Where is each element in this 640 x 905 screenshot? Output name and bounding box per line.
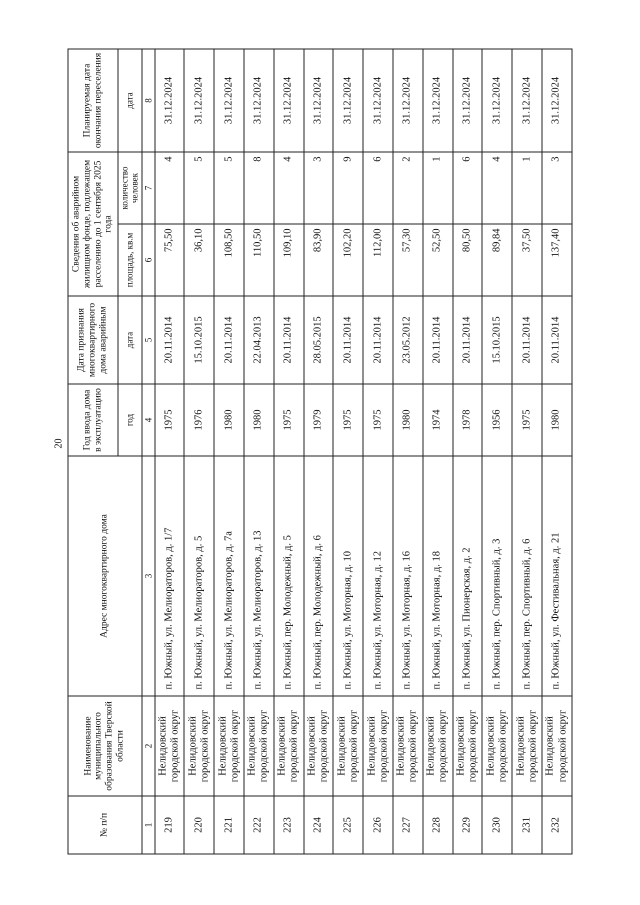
col-index: 3 [142, 456, 155, 696]
row-address: п. Южный, ул. Моторная, д. 12 [363, 456, 393, 696]
row-year: 1975 [155, 384, 185, 456]
row-area: 52,50 [423, 224, 453, 296]
header-num: № п/п [68, 796, 142, 854]
row-plan-date: 31.12.2024 [363, 49, 393, 152]
row-number: 220 [184, 796, 214, 854]
row-number: 231 [512, 796, 542, 854]
row-date: 20.11.2014 [214, 296, 244, 384]
table-row [482, 49, 512, 854]
table-row [244, 49, 274, 854]
row-plan-date: 31.12.2024 [482, 49, 512, 152]
col-index: 2 [142, 696, 155, 796]
row-municipality: Нелидовский городской округ [155, 696, 185, 796]
row-number: 219 [155, 796, 185, 854]
row-date: 28.05.2015 [304, 296, 334, 384]
row-year: 1956 [482, 384, 512, 456]
row-area: 108,50 [214, 224, 244, 296]
row-municipality: Нелидовский городской округ [393, 696, 423, 796]
row-date: 20.11.2014 [453, 296, 483, 384]
row-area: 112,00 [363, 224, 393, 296]
row-number: 223 [274, 796, 304, 854]
row-year: 1975 [363, 384, 393, 456]
row-municipality: Нелидовский городской округ [333, 696, 363, 796]
table-row [333, 49, 363, 854]
row-number: 226 [363, 796, 393, 854]
table-row [512, 49, 542, 854]
row-date: 20.11.2014 [512, 296, 542, 384]
row-people: 4 [482, 152, 512, 224]
row-date: 20.11.2014 [274, 296, 304, 384]
row-year: 1976 [184, 384, 214, 456]
row-address: п. Южный, ул. Моторная, д. 16 [393, 456, 423, 696]
row-plan-date: 31.12.2024 [512, 49, 542, 152]
row-address: п. Южный, ул. Мелиораторов, д. 5 [184, 456, 214, 696]
row-date: 23.05.2012 [393, 296, 423, 384]
row-date: 20.11.2014 [363, 296, 393, 384]
row-people: 6 [453, 152, 483, 224]
row-municipality: Нелидовский городской округ [453, 696, 483, 796]
row-date: 20.11.2014 [542, 296, 572, 384]
row-date: 15.10.2015 [184, 296, 214, 384]
row-plan-date: 31.12.2024 [542, 49, 572, 152]
row-number: 228 [423, 796, 453, 854]
row-address: п. Южный, ул. Фестивальная, д. 21 [542, 456, 572, 696]
row-number: 229 [453, 796, 483, 854]
header-date-group: Дата признания многоквартирного дома аварийным [68, 296, 118, 384]
row-area: 89,84 [482, 224, 512, 296]
row-plan-date: 31.12.2024 [274, 49, 304, 152]
row-area: 109,10 [274, 224, 304, 296]
row-municipality: Нелидовский городской округ [363, 696, 393, 796]
row-year: 1979 [304, 384, 334, 456]
col-index: 4 [142, 384, 155, 456]
row-number: 227 [393, 796, 423, 854]
row-address: п. Южный, ул. Моторная, д. 10 [333, 456, 363, 696]
row-date: 20.11.2014 [423, 296, 453, 384]
row-address: п. Южный, пер. Молодежный, д. 6 [304, 456, 334, 696]
table-row [304, 49, 334, 854]
row-address: п. Южный, пер. Спортивный, д. 6 [512, 456, 542, 696]
header-address: Адрес многоквартирного дома [68, 456, 142, 696]
header-plan-sub: дата [118, 49, 142, 152]
table-row [155, 49, 185, 854]
page-number: 20 [53, 438, 65, 449]
row-area: 110,50 [244, 224, 274, 296]
row-year: 1975 [274, 384, 304, 456]
header-year-group: Год ввода дома в эксплуатацию [68, 384, 118, 456]
table-row [542, 49, 572, 854]
col-index: 5 [142, 296, 155, 384]
table-row [393, 49, 423, 854]
row-number: 232 [542, 796, 572, 854]
row-date: 20.11.2014 [155, 296, 185, 384]
row-year: 1980 [214, 384, 244, 456]
row-municipality: Нелидовский городской округ [482, 696, 512, 796]
row-year: 1974 [423, 384, 453, 456]
row-address: п. Южный, ул. Моторная, д. 18 [423, 456, 453, 696]
row-plan-date: 31.12.2024 [333, 49, 363, 152]
col-index: 6 [142, 224, 155, 296]
row-area: 80,50 [453, 224, 483, 296]
row-people: 9 [333, 152, 363, 224]
row-plan-date: 31.12.2024 [304, 49, 334, 152]
table-row [453, 49, 483, 854]
row-municipality: Нелидовский городской округ [304, 696, 334, 796]
row-plan-date: 31.12.2024 [214, 49, 244, 152]
header-info-group: Сведения об аварийном жилищном фонде, подлежащем расселению до 1 сентября 2025 года [68, 152, 118, 296]
row-municipality: Нелидовский городской округ [274, 696, 304, 796]
row-people: 6 [363, 152, 393, 224]
row-year: 1975 [512, 384, 542, 456]
row-people: 8 [244, 152, 274, 224]
row-year: 1980 [542, 384, 572, 456]
row-plan-date: 31.12.2024 [244, 49, 274, 152]
col-index: 7 [142, 152, 155, 224]
row-people: 5 [214, 152, 244, 224]
row-people: 4 [155, 152, 185, 224]
row-address: п. Южный, ул. Пионерская, д. 2 [453, 456, 483, 696]
row-area: 37,50 [512, 224, 542, 296]
row-people: 1 [423, 152, 453, 224]
table-row [184, 49, 214, 854]
rotated-table-wrapper [68, 50, 573, 855]
row-year: 1980 [393, 384, 423, 456]
row-address: п. Южный, ул. Мелиораторов, д. 7а [214, 456, 244, 696]
header-municipality: Наименование муниципального образования Тверской области [68, 696, 142, 796]
row-people: 1 [512, 152, 542, 224]
row-plan-date: 31.12.2024 [393, 49, 423, 152]
header-plan-group: Планируемая дата окончания переселения [68, 49, 118, 152]
row-date: 22.04.2013 [244, 296, 274, 384]
header-date-sub: дата [118, 296, 142, 384]
row-number: 222 [244, 796, 274, 854]
row-year: 1978 [453, 384, 483, 456]
row-plan-date: 31.12.2024 [184, 49, 214, 152]
row-number: 224 [304, 796, 334, 854]
row-area: 83,90 [304, 224, 334, 296]
row-municipality: Нелидовский городской округ [244, 696, 274, 796]
row-area: 57,30 [393, 224, 423, 296]
table-row [423, 49, 453, 854]
row-area: 137,40 [542, 224, 572, 296]
row-address: п. Южный, пер. Спортивный, д. 3 [482, 456, 512, 696]
row-address: п. Южный, ул. Мелиораторов, д. 1/7 [155, 456, 185, 696]
row-address: п. Южный, ул. Мелиораторов, д. 13 [244, 456, 274, 696]
col-index: 8 [142, 49, 155, 152]
table-row [363, 49, 393, 854]
row-municipality: Нелидовский городской округ [512, 696, 542, 796]
row-people: 2 [393, 152, 423, 224]
row-number: 225 [333, 796, 363, 854]
header-area-sub: площадь, кв.м [118, 224, 142, 296]
column-index-row [142, 49, 155, 854]
emergency-housing-table [68, 49, 573, 855]
row-number: 230 [482, 796, 512, 854]
row-area: 36,10 [184, 224, 214, 296]
row-year: 1975 [333, 384, 363, 456]
header-year-sub: год [118, 384, 142, 456]
header-people-sub: количество человек [118, 152, 142, 224]
table-row [274, 49, 304, 854]
row-municipality: Нелидовский городской округ [542, 696, 572, 796]
row-people: 3 [304, 152, 334, 224]
row-plan-date: 31.12.2024 [423, 49, 453, 152]
row-people: 3 [542, 152, 572, 224]
row-year: 1980 [244, 384, 274, 456]
row-area: 102,20 [333, 224, 363, 296]
row-plan-date: 31.12.2024 [155, 49, 185, 152]
row-municipality: Нелидовский городской округ [184, 696, 214, 796]
row-date: 20.11.2014 [333, 296, 363, 384]
col-index: 1 [142, 796, 155, 854]
row-municipality: Нелидовский городской округ [214, 696, 244, 796]
row-area: 75,50 [155, 224, 185, 296]
row-address: п. Южный, пер. Молодежный, д. 5 [274, 456, 304, 696]
row-municipality: Нелидовский городской округ [423, 696, 453, 796]
row-number: 221 [214, 796, 244, 854]
row-date: 15.10.2015 [482, 296, 512, 384]
row-plan-date: 31.12.2024 [453, 49, 483, 152]
row-people: 5 [184, 152, 214, 224]
table-row [214, 49, 244, 854]
row-people: 4 [274, 152, 304, 224]
